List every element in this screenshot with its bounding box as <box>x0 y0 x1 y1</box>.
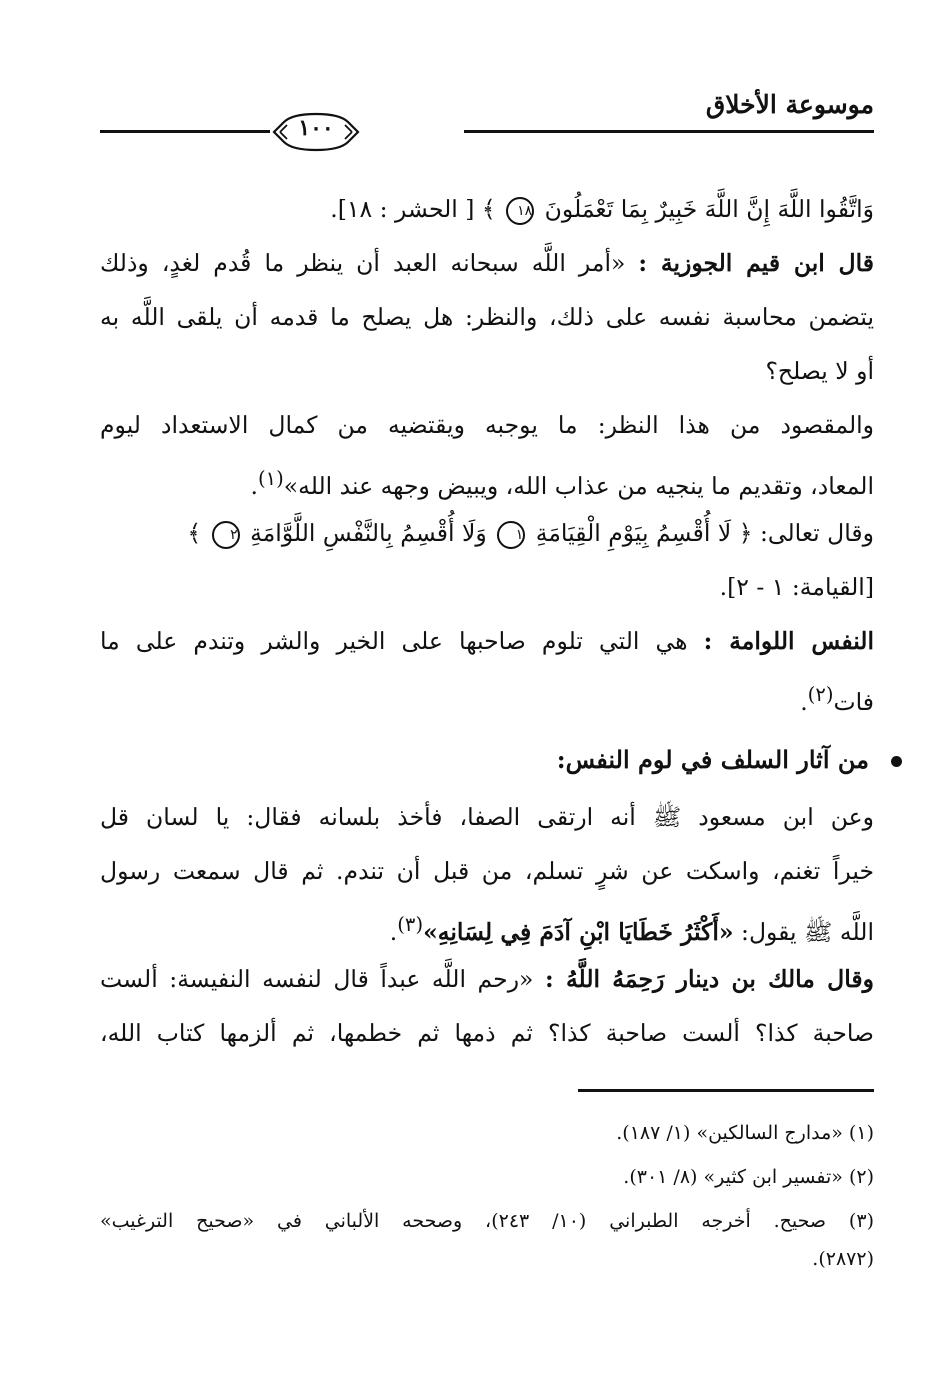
quote-text: «أمر اللَّه سبحانه العبد أن ينظر ما قُدم لغدٍ، وذلك <box>100 249 626 277</box>
paragraph-line <box>100 344 874 398</box>
section-heading-text: من آثار السلف في لوم النفس: <box>556 745 869 774</box>
footnote-3: (٣) صحيح. أخرجه الطبراني (١٠/ ٢٤٣)، وصححه الألباني في «صحيح الترغيب» <box>100 1210 874 1232</box>
ayah-marker: ٢ <box>212 521 240 549</box>
quran-verse: وَاتَّقُوا اللَّهَ إِنَّ اللَّهَ خَبِيرٌ بِمَا تَعْمَلُونَ <box>544 195 874 223</box>
quote-text: صاحبة كذا؟ ألست صاحبة كذا؟ ثم ذمها ثم خطمها، ثم ألزمها كتاب الله، <box>100 1019 874 1047</box>
quran-verse: وَلَا أُقْسِمُ بِالنَّفْسِ اللَّوَّامَةِ <box>250 519 487 547</box>
header-rule-right <box>464 130 874 133</box>
body-text: المعاد، وتقديم ما ينجيه من عذاب الله، ويبيض وجهه عند الله» <box>283 471 874 500</box>
footnote-3-continued: (٢٨٧٢). <box>812 1248 874 1270</box>
page-header <box>100 88 874 148</box>
paragraph-line: فات$^{(٢)}$. <box>800 683 874 716</box>
paragraph-line: اللَّه ﷺ يقول: «أَكْثَرُ خَطَايَا ابْنِ آدَمَ فِي لِسَانِهِ»$^{(٣)}$. <box>389 913 874 946</box>
ayah-marker: ١٨ <box>506 197 534 225</box>
hadith-text: «أَكْثَرُ خَطَايَا ابْنِ آدَمَ فِي لِسَانِهِ» <box>423 917 734 946</box>
verse-bracket: ﴾ <box>187 519 202 547</box>
footnote-divider <box>578 1089 874 1092</box>
page-number: ١٠٠ <box>298 115 334 141</box>
footnote-2: (٢) «تفسير ابن كثير» (٨/ ٣٠١). <box>623 1166 874 1188</box>
body-text: وعن ابن مسعود ﷺ أنه ارتقى الصفا، فأخذ بلسانه فقال: يا لسان قل <box>100 803 874 831</box>
paragraph-line <box>100 398 874 452</box>
verse-reference: ﴾ [ الحشر : ١٨]. <box>330 195 496 223</box>
footnote-ref[interactable]: (٣) <box>397 913 424 936</box>
paragraph-line <box>100 560 874 614</box>
body-text: اللَّه ﷺ يقول: <box>741 917 874 946</box>
defined-term: النفس اللوامة : <box>703 627 874 655</box>
verse-reference: [القيامة: ١ - ٢]. <box>719 573 874 601</box>
paragraph-line <box>100 844 874 898</box>
page-number-ornament <box>270 108 362 152</box>
footnote-ref[interactable]: (١) <box>257 467 284 490</box>
paragraph-line <box>100 236 874 290</box>
quran-verse: لَا أُقْسِمُ بِيَوْمِ الْقِيَامَةِ <box>535 519 732 547</box>
body-text: وقال تعالى: ﴿ <box>738 519 874 547</box>
speaker-name: قال ابن قيم الجوزية : <box>638 249 874 277</box>
paragraph-line <box>100 790 874 844</box>
body-text: فات <box>833 687 874 716</box>
header-rule-left <box>100 130 270 133</box>
quote-text: أو لا يصلح؟ <box>765 357 874 385</box>
section-heading <box>557 745 902 774</box>
body-text: خيراً تغنم، واسكت عن شرٍ تسلم، من قبل أن تندم. ثم قال سمعت رسول <box>100 857 874 885</box>
paragraph-line <box>100 290 874 344</box>
footnote-1: (١) «مدارج السالكين» (١/ ١٨٧). <box>616 1122 874 1144</box>
main-text <box>100 182 874 722</box>
body-text: هي التي تلوم صاحبها على الخير والشر وتندم على ما <box>100 627 688 655</box>
footnotes <box>100 1114 874 1278</box>
paragraph-line: المعاد، وتقديم ما ينجيه من عذاب الله، ويبيض وجهه عند الله»$^{(١)}$. <box>250 467 874 500</box>
speaker-name: وقال مالك بن دينار رَحِمَهُ اللَّهُ : <box>545 965 874 993</box>
verse-line <box>100 182 874 236</box>
quote-text: يتضمن محاسبة نفسه على ذلك، والنظر: هل يصلح ما قدمه أن يلقى اللَّه به <box>100 303 874 331</box>
paragraph-line <box>100 614 874 668</box>
paragraph-line <box>100 506 874 560</box>
footnote-ref[interactable]: (٢) <box>807 683 834 706</box>
ayah-marker: ١ <box>497 521 525 549</box>
body-text: والمقصود من هذا النظر: ما يوجبه ويقتضيه من كمال الاستعداد ليوم <box>100 411 874 439</box>
paragraph-line <box>100 1006 874 1060</box>
bullet-icon <box>891 756 902 767</box>
book-title: موسوعة الأخلاق <box>705 90 874 119</box>
main-text-continued <box>100 790 874 1060</box>
paragraph-line <box>100 952 874 1006</box>
quote-text: «رحم اللَّه عبداً قال لنفسه النفيسة: ألست <box>100 965 534 993</box>
